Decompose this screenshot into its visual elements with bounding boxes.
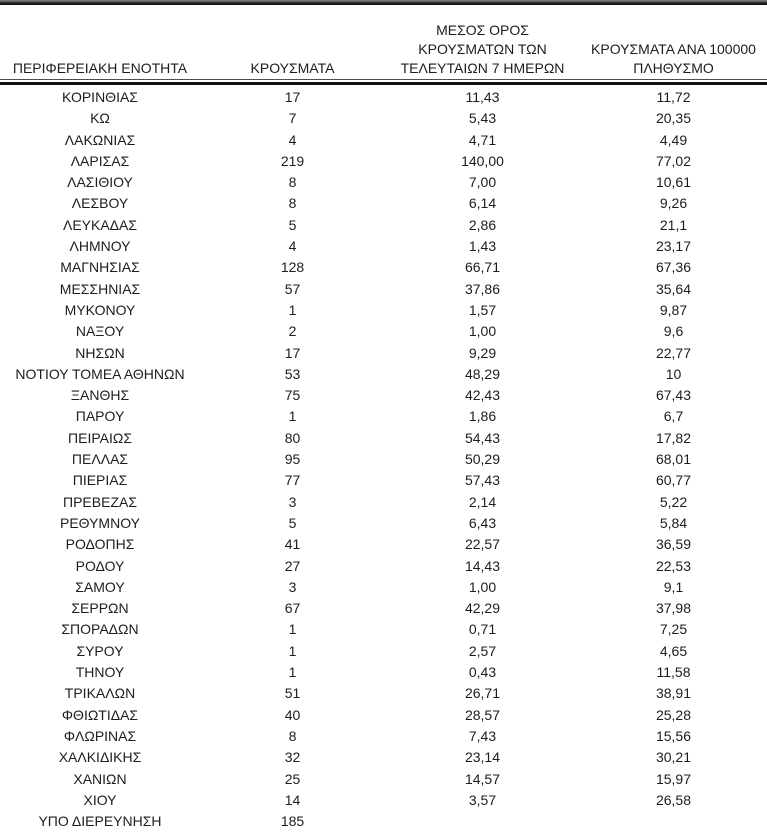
cases-cell: 17	[284, 89, 301, 105]
table-row	[0, 769, 767, 790]
cases-cell: 4	[288, 238, 297, 255]
region-cell: ΚΩ	[90, 110, 110, 127]
table-row	[0, 236, 767, 257]
table-row	[0, 726, 767, 747]
per-100k-cell: 22,77	[655, 344, 692, 361]
avg-7day-cell: 9,29	[468, 344, 497, 361]
avg-7day-cell: 0,71	[468, 621, 497, 638]
cases-cell: 185	[280, 813, 305, 830]
avg-7day-cell: 1,86	[468, 408, 497, 425]
cases-cell: 40	[284, 706, 301, 723]
region-cell: ΣΑΜΟΥ	[75, 578, 125, 595]
avg-7day-cell: 3,57	[468, 791, 497, 808]
table-row	[0, 534, 767, 555]
per-100k-cell: 20,35	[655, 110, 692, 127]
avg-7day-cell: 37,86	[464, 280, 501, 297]
region-cell: ΣΥΡΟΥ	[76, 642, 124, 659]
region-cell: ΠΙΕΡΙΑΣ	[72, 472, 128, 489]
avg-7day-cell: 0,43	[468, 664, 497, 681]
per-100k-cell: 4,65	[659, 642, 688, 659]
cases-cell: 8	[288, 174, 297, 191]
per-100k-cell: 25,28	[655, 706, 692, 723]
region-cell: ΧΑΛΚΙΔΙΚΗΣ	[58, 749, 142, 766]
region-cell: ΝΟΤΙΟΥ ΤΟΜΕΑ ΑΘΗΝΩΝ	[15, 365, 185, 382]
cases-cell: 5	[288, 514, 297, 531]
header-avg-7day	[385, 21, 580, 79]
avg-7day-cell: 50,29	[464, 451, 501, 468]
table-row	[0, 492, 767, 513]
avg-7day-cell: 6,14	[468, 195, 497, 212]
cases-cell: 14	[284, 791, 301, 808]
region-cell: ΞΑΝΘΗΣ	[70, 387, 130, 404]
header-cases	[200, 59, 385, 79]
avg-7day-cell: 140,00	[461, 152, 504, 169]
region-cell: ΣΕΡΡΩΝ	[71, 600, 129, 617]
table-row	[0, 747, 767, 768]
table-row	[0, 130, 767, 151]
cases-cell: 75	[284, 387, 301, 404]
table-row	[0, 428, 767, 449]
cases-cell: 1	[288, 408, 297, 425]
per-100k-cell: 5,22	[659, 493, 688, 510]
per-100k-cell: 38,91	[655, 685, 692, 702]
avg-7day-cell: 7,00	[468, 174, 497, 191]
cases-cell: 77	[284, 472, 301, 489]
per-100k-cell: 67,36	[655, 259, 692, 276]
cases-cell: 53	[284, 365, 301, 382]
cases-cell: 1	[288, 301, 297, 318]
region-cell: ΠΕΛΛΑΣ	[71, 451, 129, 468]
cases-cell: 57	[284, 280, 301, 297]
table-row	[0, 619, 767, 640]
table-row	[0, 215, 767, 236]
per-100k-cell: 9,87	[659, 301, 688, 318]
table-body	[0, 85, 767, 832]
region-cell: ΛΑΚΩΝΙΑΣ	[64, 131, 136, 148]
per-100k-cell: 9,26	[659, 195, 688, 212]
region-cell: ΜΑΓΝΗΣΙΑΣ	[60, 259, 140, 276]
avg-7day-cell: 2,14	[468, 493, 497, 510]
cases-cell: 3	[288, 578, 297, 595]
table-row	[0, 449, 767, 470]
header-per-100k	[580, 40, 767, 79]
avg-7day-cell: 26,71	[464, 685, 501, 702]
per-100k-cell: 6,7	[663, 408, 684, 425]
cases-cell: 5	[288, 216, 297, 233]
table-row	[0, 811, 767, 832]
avg-7day-cell: 5,43	[468, 110, 497, 127]
cases-cell: 4	[288, 131, 297, 148]
table-row	[0, 705, 767, 726]
per-100k-cell: 60,77	[655, 472, 692, 489]
per-100k-cell: 23,17	[655, 238, 692, 255]
per-100k-cell: 4,49	[659, 131, 688, 148]
table-row	[0, 364, 767, 385]
per-100k-cell: 68,01	[655, 451, 692, 468]
region-cell: ΛΗΜΝΟΥ	[69, 238, 131, 255]
table-row	[0, 343, 767, 364]
region-cell: ΤΡΙΚΑΛΩΝ	[64, 685, 136, 702]
avg-7day-cell: 22,57	[464, 536, 501, 553]
table-row	[0, 598, 767, 619]
cases-cell: 51	[284, 685, 301, 702]
cases-cell: 8	[288, 195, 297, 212]
table-row	[0, 385, 767, 406]
cases-cell: 95	[284, 451, 301, 468]
table-row	[0, 321, 767, 342]
cases-cell: 8	[288, 727, 297, 744]
avg-7day-cell: 48,29	[464, 365, 501, 382]
avg-7day-cell: 66,71	[464, 259, 501, 276]
cases-cell: 7	[288, 110, 297, 127]
table-row	[0, 406, 767, 427]
cases-cell: 219	[280, 152, 305, 169]
region-cell: ΡΕΘΥΜΝΟΥ	[59, 514, 140, 531]
cases-cell: 1	[288, 642, 297, 659]
header-avg-7day-line1: ΜΕΣΟΣ ΟΡΟΣ	[436, 22, 529, 38]
per-100k-cell: 7,25	[659, 621, 688, 638]
region-cell: ΜΕΣΣΗΝΙΑΣ	[59, 280, 141, 297]
region-cell: ΥΠΟ ΔΙΕΡΕΥΝΗΣΗ	[38, 813, 162, 830]
per-100k-cell: 11,72	[656, 89, 691, 105]
avg-7day-cell: 42,29	[464, 600, 501, 617]
region-cell: ΠΑΡΟΥ	[75, 408, 125, 425]
avg-7day-cell: 11,43	[465, 89, 500, 105]
table-row	[0, 151, 767, 172]
region-cell: ΝΗΣΩΝ	[75, 344, 125, 361]
per-100k-cell: 77,02	[655, 152, 692, 169]
cases-cell: 32	[284, 749, 301, 766]
per-100k-cell: 10,61	[655, 174, 692, 191]
avg-7day-cell: 1,43	[468, 238, 497, 255]
avg-7day-cell: 6,43	[468, 514, 497, 531]
table-row	[0, 513, 767, 534]
per-100k-cell: 11,58	[656, 664, 691, 681]
avg-7day-cell: 23,14	[464, 749, 501, 766]
header-separator-thin-rule	[0, 79, 767, 80]
avg-7day-cell: 57,43	[464, 472, 501, 489]
per-100k-cell: 26,58	[655, 791, 692, 808]
table-row	[0, 172, 767, 193]
cases-cell: 1	[288, 621, 297, 638]
table-row	[0, 577, 767, 598]
per-100k-cell: 15,56	[655, 727, 692, 744]
avg-7day-cell: 1,57	[468, 301, 497, 318]
per-100k-cell: 67,43	[655, 387, 692, 404]
region-cell: ΛΕΣΒΟΥ	[71, 195, 129, 212]
per-100k-cell: 9,6	[663, 323, 684, 340]
avg-7day-cell: 2,57	[468, 642, 497, 659]
cases-cell: 80	[284, 429, 301, 446]
table-row	[0, 556, 767, 577]
region-cell: ΡΟΔΟΥ	[75, 557, 125, 574]
cases-cell: 27	[284, 557, 301, 574]
region-cell: ΝΑΞΟΥ	[75, 323, 125, 340]
avg-7day-cell: 14,43	[464, 557, 501, 574]
per-100k-cell: 5,84	[659, 514, 688, 531]
region-cell: ΜΥΚΟΝΟΥ	[64, 301, 136, 318]
table-row	[0, 470, 767, 491]
region-cell: ΡΟΔΟΠΗΣ	[65, 536, 135, 553]
table-row	[0, 641, 767, 662]
table-row	[0, 257, 767, 278]
table-row	[0, 87, 767, 108]
table-header-row	[0, 5, 767, 79]
table-row	[0, 790, 767, 811]
per-100k-cell: 10	[665, 365, 682, 382]
cases-cell: 17	[284, 344, 301, 361]
region-cell: ΚΟΡΙΝΘΙΑΣ	[62, 89, 138, 105]
avg-7day-cell: 2,86	[468, 216, 497, 233]
cases-cell: 3	[288, 493, 297, 510]
table-row	[0, 300, 767, 321]
per-100k-cell: 22,53	[655, 557, 692, 574]
region-cell: ΠΕΙΡΑΙΩΣ	[68, 429, 132, 446]
header-regional-unit-label: ΠΕΡΙΦΕΡΕΙΑΚΗ ΕΝΟΤΗΤΑ	[12, 60, 188, 76]
region-cell: ΛΑΡΙΣΑΣ	[70, 152, 130, 169]
region-cell: ΛΕΥΚΑΔΑΣ	[62, 216, 138, 233]
per-100k-cell: 15,97	[655, 770, 692, 787]
per-100k-cell: 21,1	[659, 216, 688, 233]
region-cell: ΤΗΝΟΥ	[75, 664, 125, 681]
avg-7day-cell: 14,57	[464, 770, 501, 787]
avg-7day-cell: 42,43	[464, 387, 501, 404]
header-regional-unit	[0, 59, 200, 79]
per-100k-cell: 36,59	[655, 536, 692, 553]
cases-cell: 128	[280, 259, 305, 276]
region-cell: ΠΡΕΒΕΖΑΣ	[62, 493, 137, 510]
table-row	[0, 662, 767, 683]
per-100k-cell: 9,1	[663, 578, 684, 595]
cases-cell: 2	[288, 323, 297, 340]
cases-cell: 41	[284, 536, 301, 553]
header-per-100k-line2: ΠΛΗΘΥΣΜΟ	[633, 60, 714, 76]
avg-7day-cell: 28,57	[464, 706, 501, 723]
table-row	[0, 683, 767, 704]
per-100k-cell: 37,98	[655, 600, 692, 617]
table-row	[0, 279, 767, 300]
avg-7day-cell: 54,43	[464, 429, 501, 446]
avg-7day-cell: 1,00	[468, 323, 497, 340]
region-cell: ΧΑΝΙΩΝ	[73, 770, 127, 787]
region-cell: ΣΠΟΡΑΔΩΝ	[61, 621, 139, 638]
avg-7day-cell: 7,43	[468, 727, 497, 744]
header-per-100k-line1: ΚΡΟΥΣΜΑΤΑ ΑΝΑ 100000	[591, 41, 756, 57]
region-cell: ΛΑΣΙΘΙΟΥ	[67, 174, 133, 191]
region-cell: ΦΘΙΩΤΙΔΑΣ	[61, 706, 139, 723]
per-100k-cell: 30,21	[655, 749, 692, 766]
cases-cell: 25	[284, 770, 301, 787]
header-avg-7day-line3: ΤΕΛΕΥΤΑΙΩΝ 7 ΗΜΕΡΩΝ	[400, 60, 565, 76]
cases-cell: 67	[284, 600, 301, 617]
region-cell: ΦΛΩΡΙΝΑΣ	[63, 727, 137, 744]
avg-7day-cell: 4,71	[468, 131, 497, 148]
cases-cell: 1	[288, 664, 297, 681]
header-avg-7day-line2: ΚΡΟΥΣΜΑΤΩΝ ΤΩΝ	[418, 41, 547, 57]
per-100k-cell: 17,82	[655, 429, 692, 446]
header-cases-label: ΚΡΟΥΣΜΑΤΑ	[250, 60, 335, 76]
region-cell: ΧΙΟΥ	[83, 791, 117, 808]
table-row	[0, 108, 767, 129]
per-100k-cell: 35,64	[655, 280, 692, 297]
table-row	[0, 193, 767, 214]
avg-7day-cell: 1,00	[468, 578, 497, 595]
